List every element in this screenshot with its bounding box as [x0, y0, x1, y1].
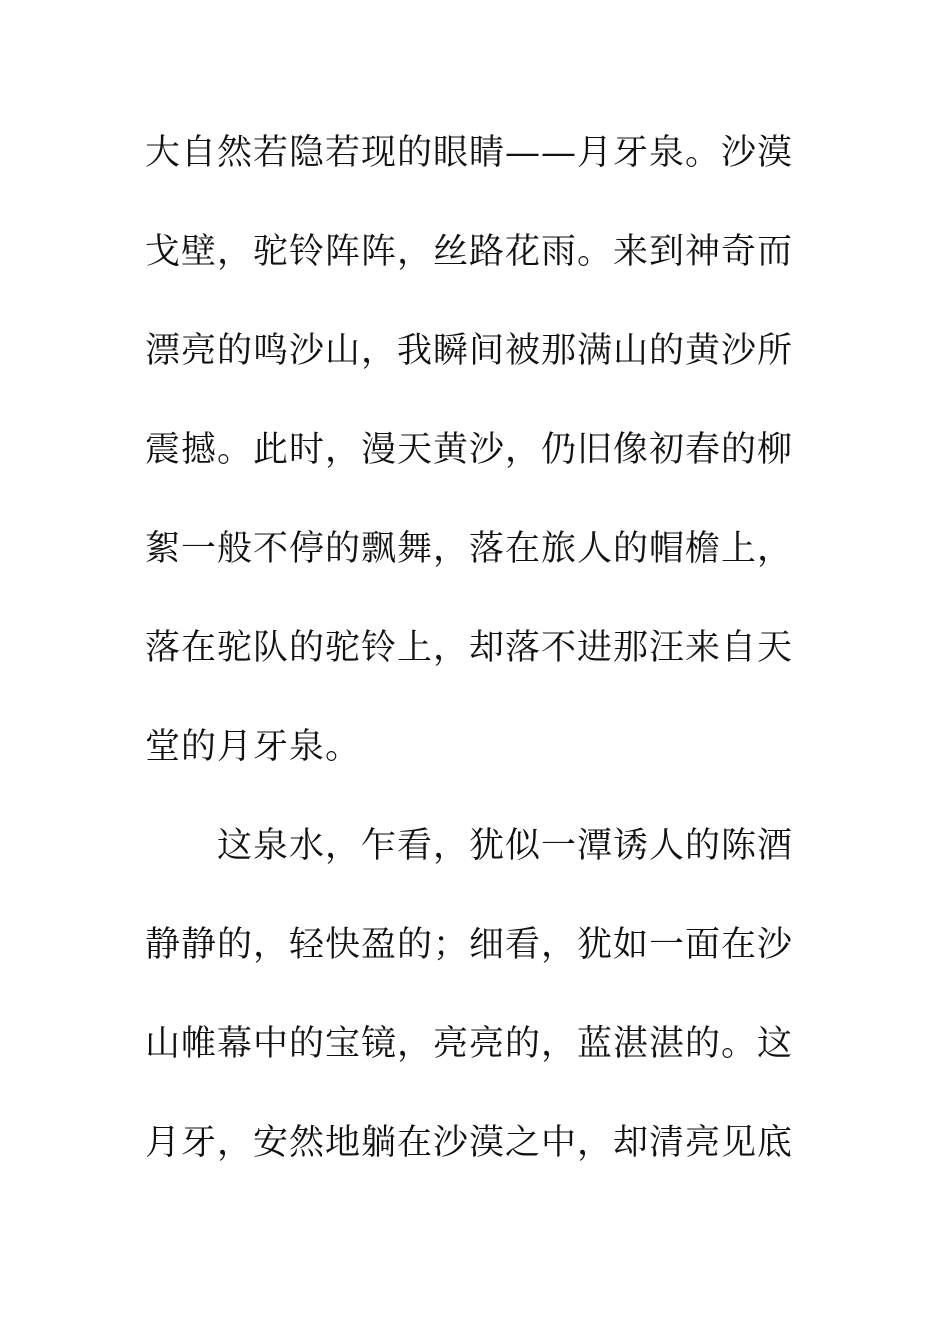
text-line: 漂亮的鸣沙山，我瞬间被那满山的黄沙所 — [145, 331, 794, 371]
text-line: 静静的，轻快盈的；细看，犹如一面在沙 — [145, 925, 794, 965]
paragraph-start-line: 这泉水，乍看，犹似一潭诱人的陈酒 — [217, 826, 794, 866]
body-text — [145, 123, 825, 1212]
text-line: 月牙，安然地躺在沙漠之中，却清亮见底 — [145, 1123, 794, 1163]
text-line: 絮一般不停的飘舞，落在旅人的帽檐上， — [145, 529, 794, 569]
text-line: 震撼。此时，漫天黄沙，仍旧像初春的柳 — [145, 430, 794, 470]
text-line: 戈壁，驼铃阵阵，丝路花雨。来到神奇而 — [145, 232, 794, 272]
text-line: 落在驼队的驼铃上，却落不进那汪来自天 — [145, 628, 794, 668]
text-line: 大自然若隐若现的眼睛——月牙泉。沙漠 — [145, 133, 794, 173]
text-line: 堂的月牙泉。 — [145, 727, 362, 767]
text-line: 山帷幕中的宝镜，亮亮的，蓝湛湛的。这 — [145, 1024, 794, 1064]
